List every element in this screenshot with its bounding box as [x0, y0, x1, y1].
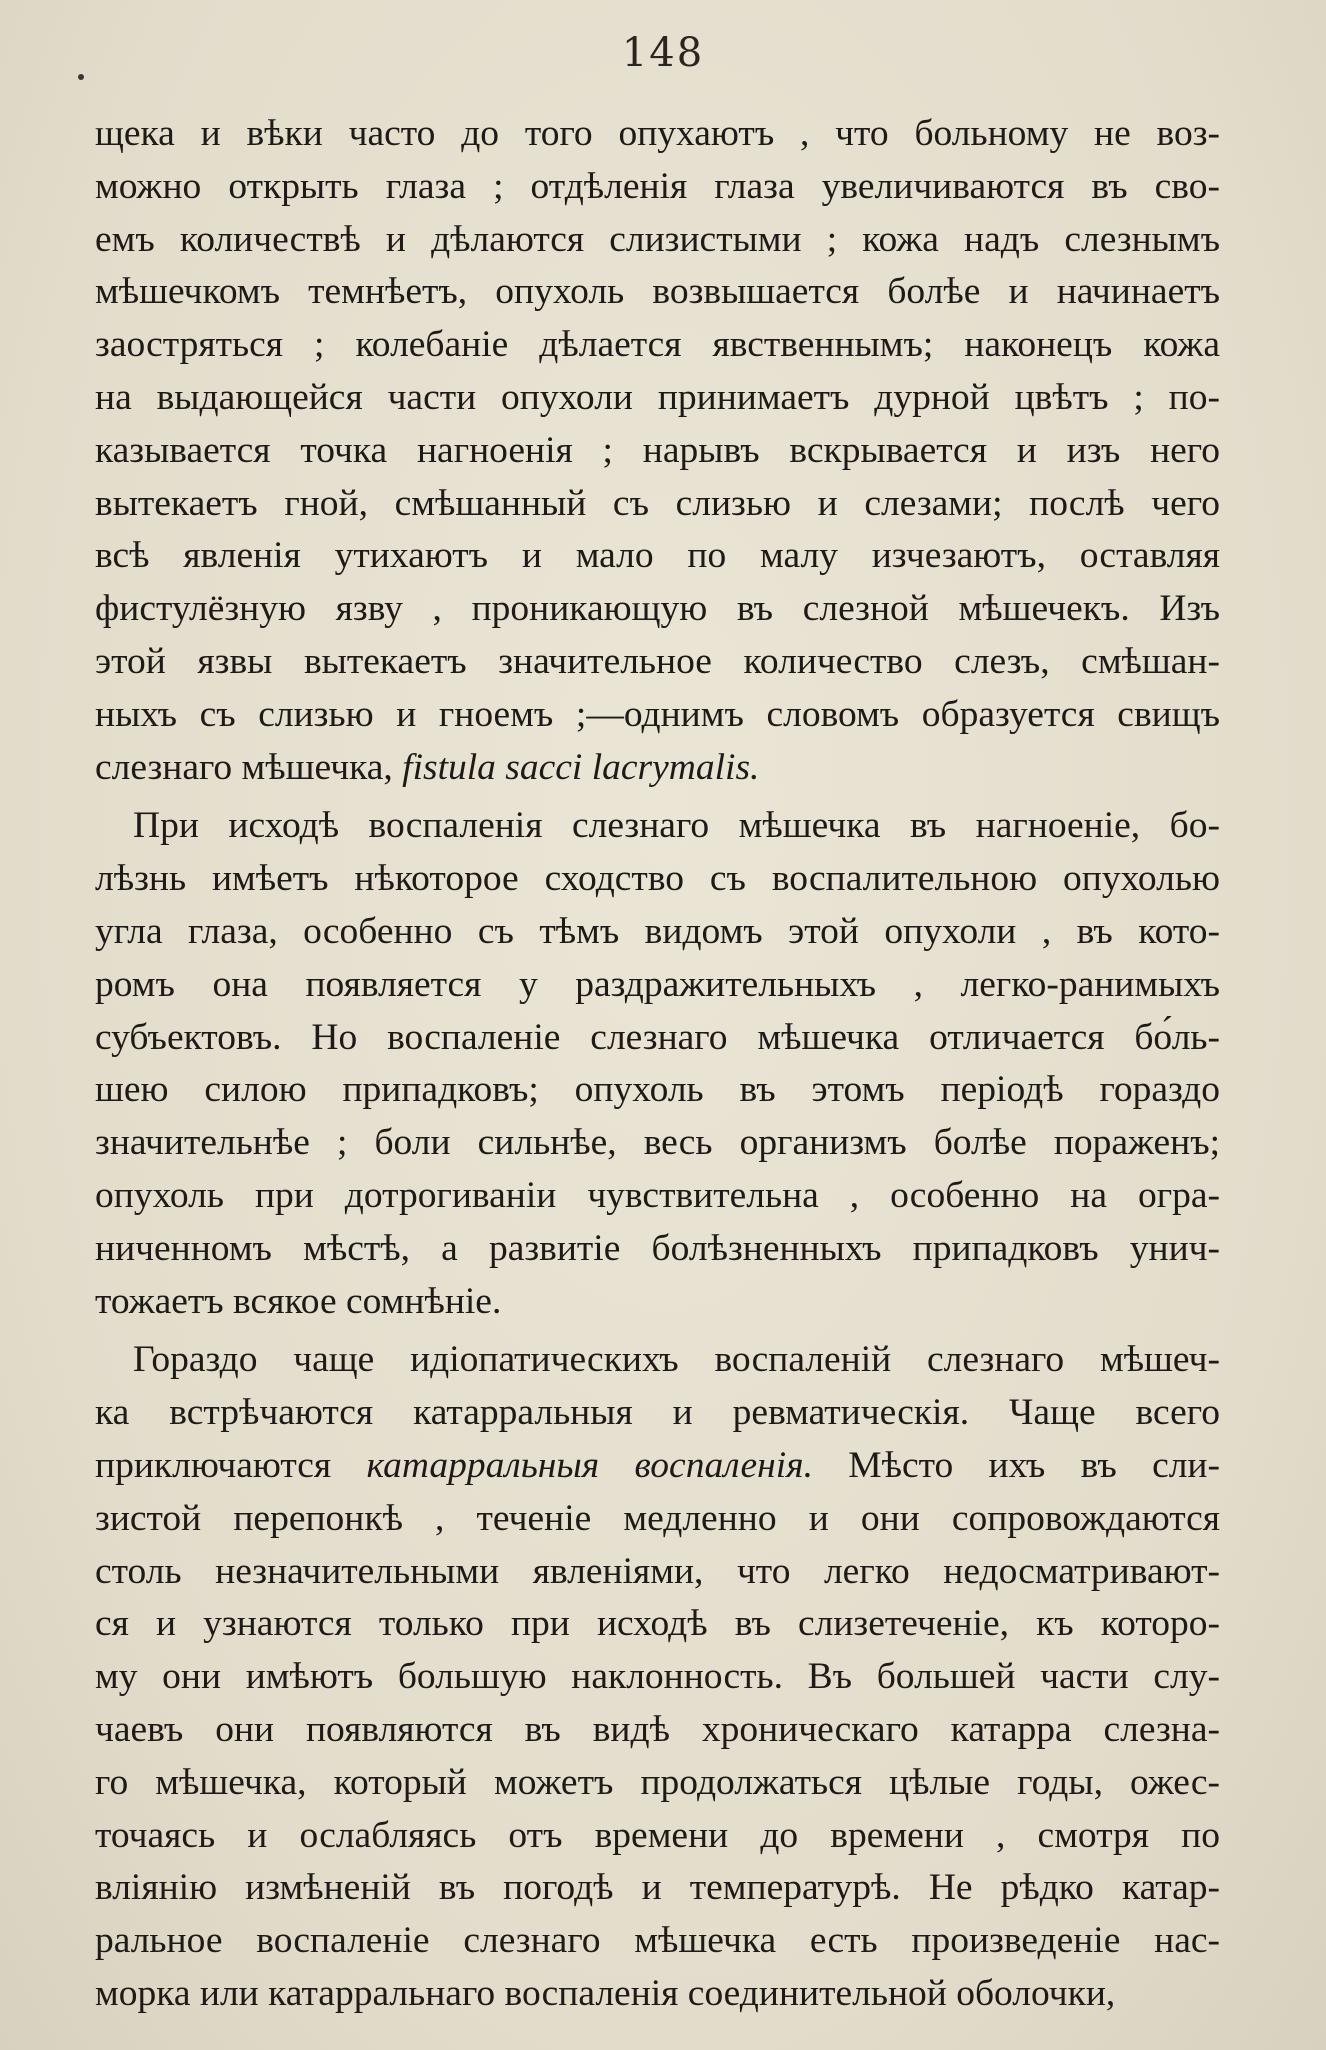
text-run: морка или катарральнаго воспаленія соединительной оболочки, — [95, 1972, 1116, 2014]
text-line — [95, 1276, 1220, 1329]
text-run: ся и узнаются только при исходѣ въ слизетеченіе, къ которо- — [95, 1603, 1220, 1645]
text-line — [95, 266, 1220, 319]
text-run: субъектовъ. Но воспаленіе слезнаго мѣшечка отличается бо́ль- — [95, 1016, 1220, 1058]
text-line — [95, 161, 1220, 214]
text-run: При исходѣ воспаленія слезнаго мѣшечка въ нагноеніе, бо- — [133, 805, 1220, 847]
italic-term: катарральныя воспаленія. — [366, 1444, 813, 1486]
text-run: шею силою припадковъ; опухоль въ этомъ періодѣ гораздо — [95, 1069, 1220, 1111]
text-line — [95, 1223, 1220, 1276]
text-line — [95, 1546, 1220, 1599]
italic-term: fistula sacci lacrymalis. — [402, 746, 760, 788]
text-line — [95, 1440, 1220, 1493]
text-run: значительнѣе ; боли сильнѣе, весь организмъ болѣе пораженъ; — [95, 1122, 1220, 1164]
text-run: щека и вѣки часто до того опухаютъ , что больному не воз- — [95, 113, 1220, 154]
page-number: 148 — [621, 30, 705, 76]
text-run: столь незначительными явленіями, что легко недосматривают- — [95, 1550, 1220, 1592]
text-line — [95, 478, 1220, 531]
text-line — [95, 1862, 1220, 1915]
text-run: му они имѣютъ большую наклонность. Въ большей части слу- — [95, 1656, 1220, 1698]
text-run: казывается точка нагноенія ; нарывъ вскрывается и изъ него — [95, 429, 1220, 471]
paragraph — [95, 108, 1220, 794]
text-run: опухоль при дотрогиваніи чувствительна , особенно на огра- — [95, 1174, 1220, 1216]
text-run: всѣ явленія утихаютъ и мало по малу изчезаютъ, оставляя — [95, 535, 1220, 577]
text-line — [95, 1651, 1220, 1704]
text-run: зистой перепонкѣ , теченіе медленно и они сопровождаются — [95, 1497, 1220, 1539]
text-line — [95, 1170, 1220, 1223]
text-line — [95, 530, 1220, 583]
text-run: Гораздо чаще идіопатическихъ воспаленій слезнаго мѣшеч- — [133, 1339, 1220, 1381]
text-line — [95, 689, 1220, 742]
text-run: ка встрѣчаются катарральныя и ревматическія. Чаще всего — [95, 1392, 1220, 1434]
text-line — [95, 1012, 1220, 1065]
text-run: емъ количествѣ и дѣлаются слизистыми ; кожа надъ слезнымъ — [95, 218, 1220, 260]
text-line — [95, 1387, 1220, 1440]
text-line — [95, 1064, 1220, 1117]
text-run: можно открыть глаза ; отдѣленія глаза увеличиваются въ сво- — [95, 165, 1220, 207]
text-run: Мѣсто ихъ въ сли- — [812, 1444, 1220, 1486]
text-line — [95, 1704, 1220, 1757]
body-text — [95, 108, 1220, 2021]
text-run: ниченномъ мѣстѣ, а развитіе болѣзненныхъ припадковъ унич- — [95, 1227, 1220, 1269]
text-run: ромъ она появляется у раздражительныхъ , легко-ранимыхъ — [95, 963, 1220, 1005]
text-run: приключаются — [95, 1444, 367, 1486]
paragraph — [95, 800, 1220, 1328]
text-run: точаясь и ослабляясь отъ времени до времени , смотря по — [95, 1814, 1220, 1856]
text-run: вліянію измѣненій въ погодѣ и температурѣ. Не рѣдко катар- — [95, 1867, 1220, 1909]
text-line — [95, 800, 1220, 853]
text-run: слезнаго мѣшечка, — [95, 746, 403, 788]
text-line — [95, 319, 1220, 372]
text-line — [95, 1810, 1220, 1863]
text-run: ныхъ съ слизью и гноемъ ;—однимъ словомъ образуется свищъ — [95, 693, 1220, 735]
text-line — [95, 108, 1220, 161]
text-line — [95, 1117, 1220, 1170]
text-line — [95, 853, 1220, 906]
text-line — [95, 214, 1220, 267]
text-run: на выдающейся части опухоли принимаетъ дурной цвѣтъ ; по- — [95, 376, 1220, 418]
paragraph — [95, 1334, 1220, 2020]
text-line — [95, 1757, 1220, 1810]
text-line — [95, 1493, 1220, 1546]
text-line — [95, 742, 1220, 795]
text-run: этой язвы вытекаетъ значительное количество слезъ, смѣшан- — [95, 640, 1220, 682]
text-run: лѣзнь имѣетъ нѣкоторое сходство съ воспалительною опухолью — [95, 858, 1220, 900]
text-line — [95, 1968, 1220, 2021]
text-line — [95, 372, 1220, 425]
text-run: чаевъ они появляются въ видѣ хроническаго катарра слезна- — [95, 1708, 1220, 1750]
text-run: мѣшечкомъ темнѣетъ, опухоль возвышается болѣе и начинаетъ — [95, 271, 1220, 313]
text-line — [95, 959, 1220, 1012]
text-run: заостряться ; колебаніе дѣлается явственнымъ; наконецъ кожа — [95, 324, 1220, 366]
text-line — [95, 1598, 1220, 1651]
text-run: фистулёзную язву , проникающую въ слезной мѣшечекъ. Изъ — [95, 588, 1220, 630]
text-line — [95, 583, 1220, 636]
text-run: го мѣшечка, который можетъ продолжаться цѣлые годы, ожес- — [95, 1761, 1220, 1803]
text-line — [95, 906, 1220, 959]
text-run: угла глаза, особенно съ тѣмъ видомъ этой опухоли , въ кото- — [95, 910, 1220, 952]
text-run: вытекаетъ гной, смѣшанный съ слизью и слезами; послѣ чего — [95, 482, 1220, 524]
text-line — [95, 1334, 1220, 1387]
text-run: тожаетъ всякое сомнѣніе. — [95, 1280, 502, 1322]
text-run: ральное воспаленіе слезнаго мѣшечка есть произведеніе нас- — [95, 1920, 1220, 1962]
text-line — [95, 425, 1220, 478]
text-line — [95, 1915, 1220, 1968]
text-line — [95, 636, 1220, 689]
